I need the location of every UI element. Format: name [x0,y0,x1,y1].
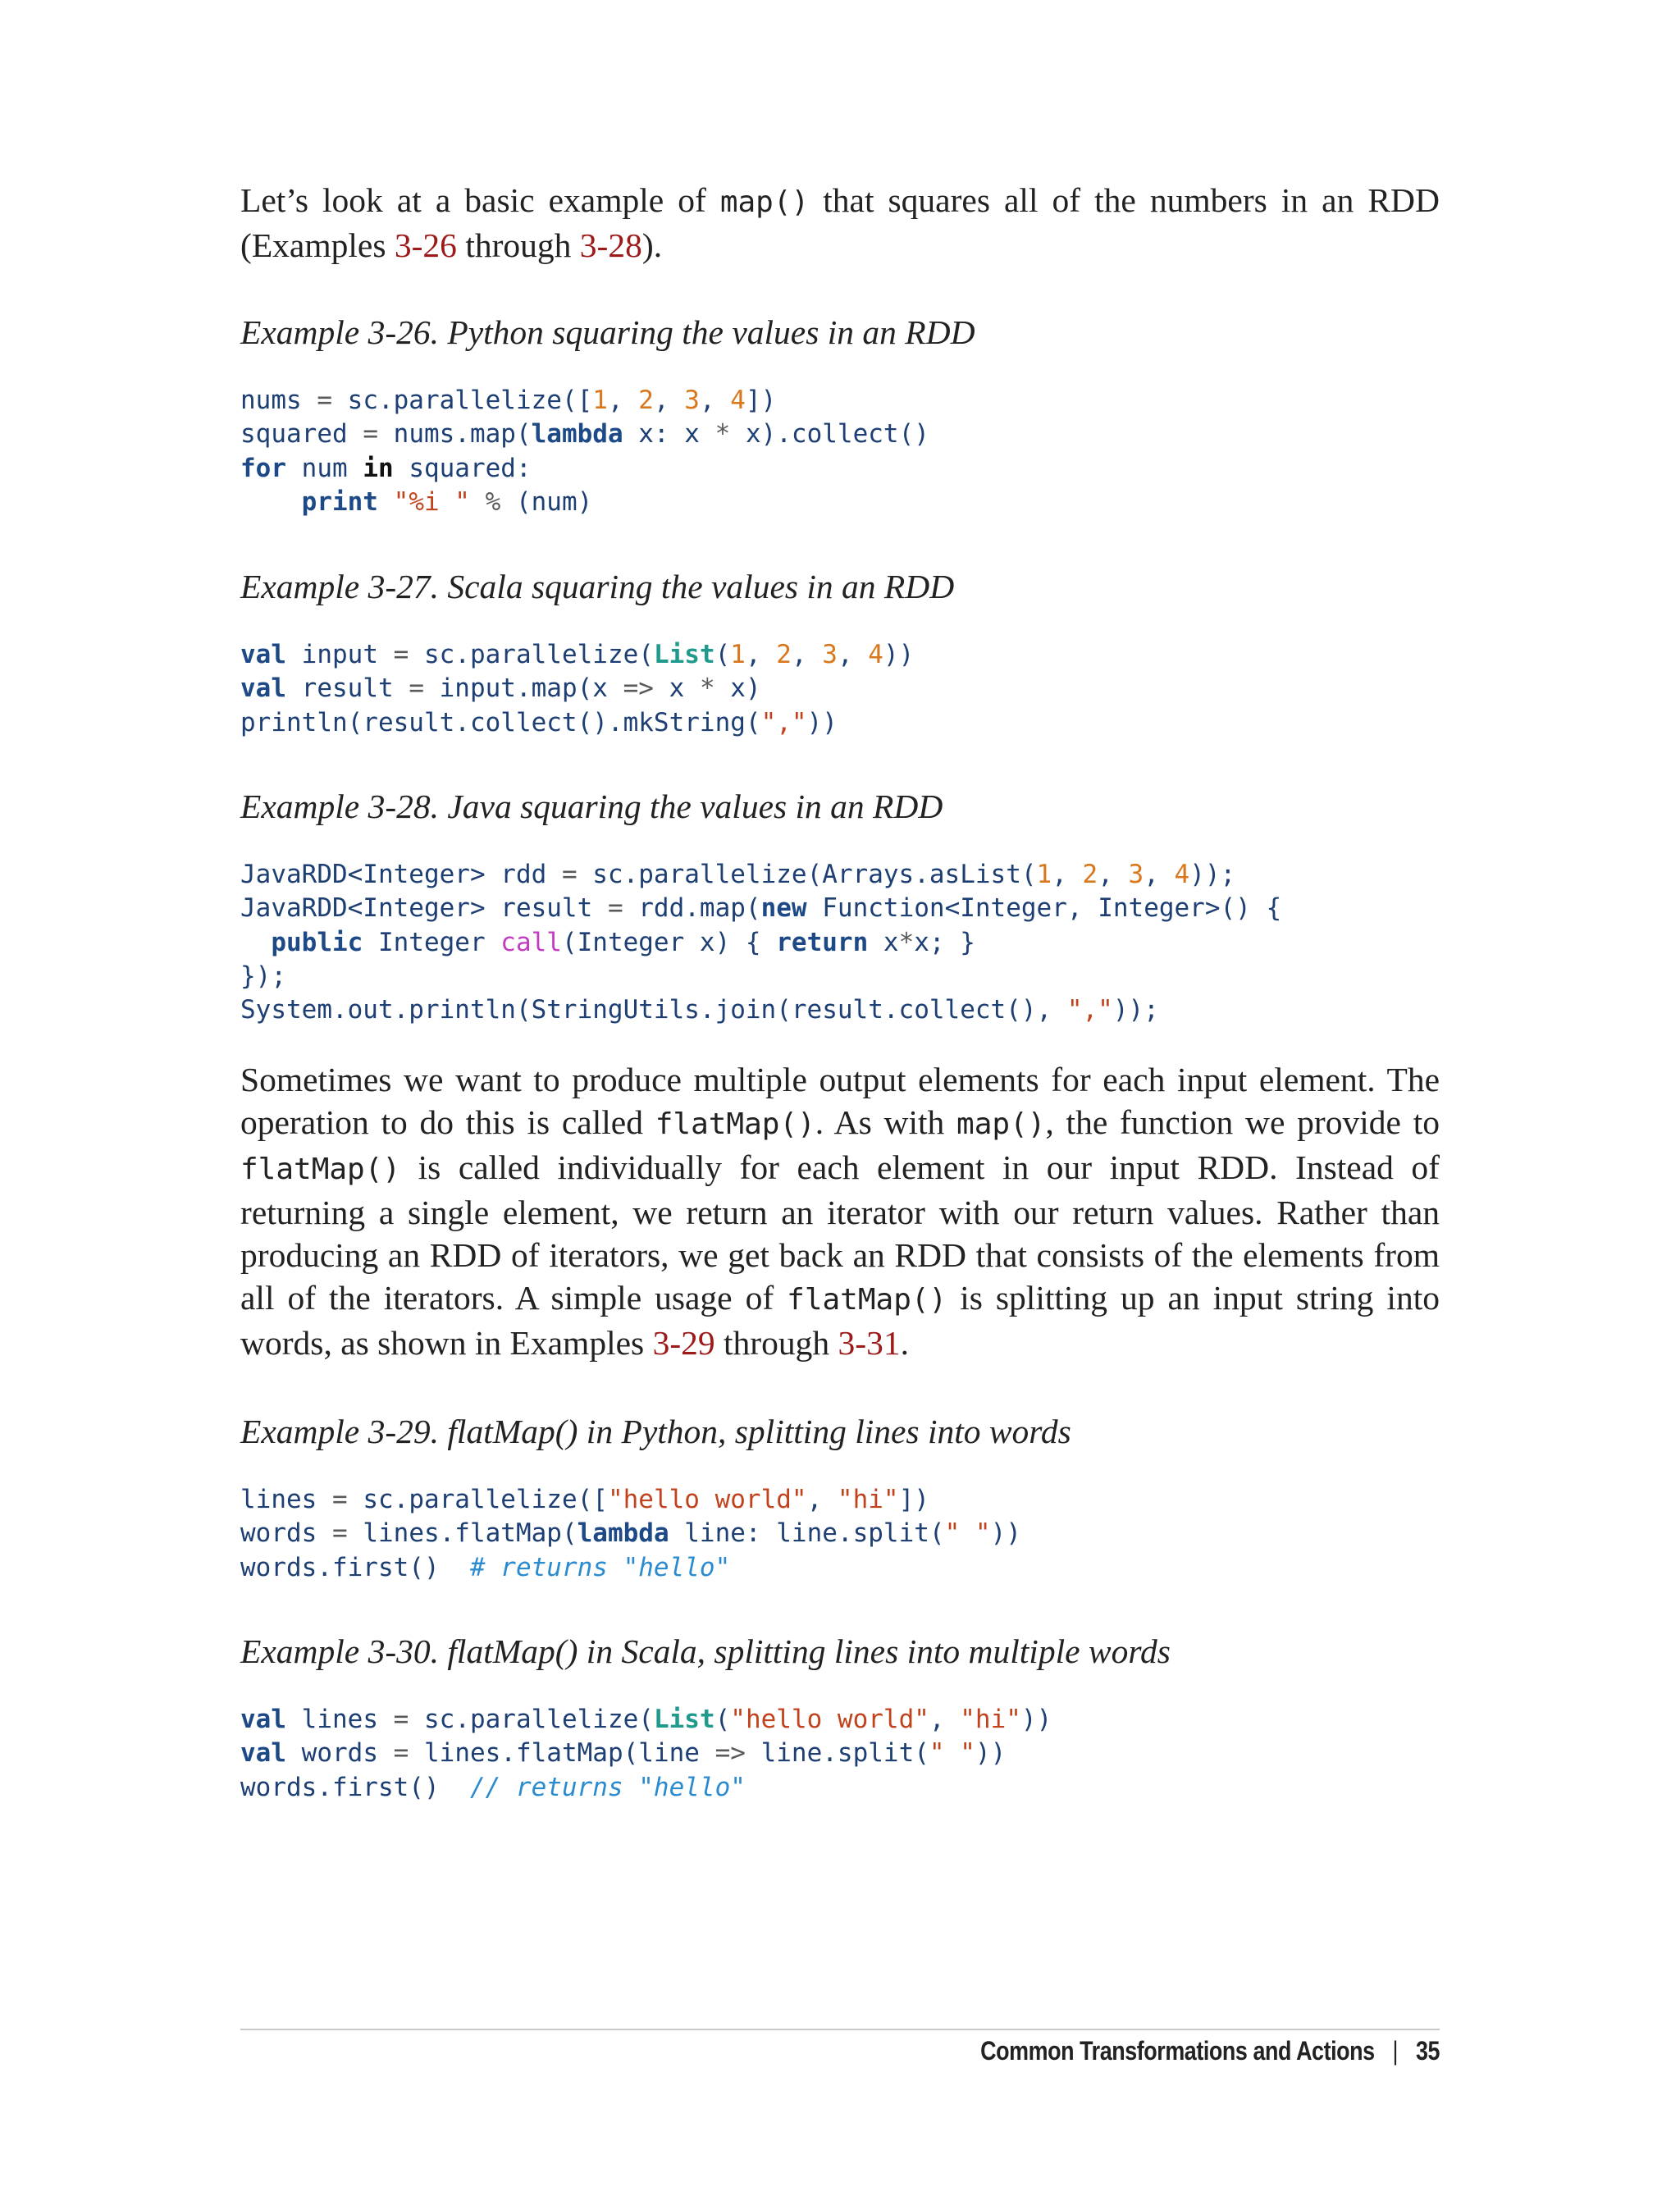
example-caption: Example 3-27. Scala squaring the values in an RDD [240,568,955,605]
code-token: , [929,1705,961,1734]
code-token: public [271,927,363,957]
code-token: JavaRDD<Integer> result [240,893,608,924]
code-comment: # returns "hello" [469,1552,731,1582]
code-token: "hello world" [730,1705,929,1734]
example-link[interactable]: 3-26 [394,226,457,264]
code-token: x).collect() [730,419,929,450]
code-token: x: x [623,419,715,450]
code-token: 2 [776,640,792,669]
code-token: lambda [531,419,623,450]
code-token: return [776,927,869,957]
code-token: x [653,673,700,704]
code-token: x [868,927,899,957]
code-token: 1 [1036,860,1052,889]
code-token: 1 [592,386,608,415]
code-token: squared: [393,453,532,483]
code-token: , [607,386,639,415]
code-token: , [806,1485,838,1514]
code-token: )) [883,640,915,669]
code-token: ( [714,1705,731,1734]
footer-separator: | [1392,2036,1399,2066]
example-link[interactable]: 3-31 [838,1324,901,1362]
code-token: words [240,1518,317,1549]
text-run: that squares all of the numbers in an RDD (Examples [240,181,1440,264]
code-token: 3 [822,640,838,669]
code-token: * [699,673,715,704]
example-caption: Example 3-30. flatMap() in Scala, splitting lines into multiple words [240,1632,1171,1670]
code-token: 2 [638,386,654,415]
inline-code: flatMap() [787,1283,947,1317]
code-token: )); [1189,860,1236,889]
code-block-scala [240,1703,1440,1805]
code-token [440,1553,470,1582]
code-token: )); [1112,995,1159,1025]
code-token: words.first() [240,1772,440,1802]
code-token: sc.parallelize( [409,1705,654,1734]
text-run: , the function we provide to [1045,1103,1440,1141]
code-token: "%i " [393,486,470,517]
code-comment: // returns "hello" [469,1772,746,1802]
code-token: " " [929,1738,975,1769]
code-token: * [898,927,915,957]
code-token: * [714,419,731,450]
code-block-java [240,858,1440,1027]
page-footer [920,2036,1440,2066]
code-token: Integer [363,927,501,957]
code-token: , [699,386,731,415]
code-token: , [745,640,777,669]
page-number: 35 [1415,2036,1440,2066]
code-token: line: line.split( [669,1518,945,1549]
code-token: x; } [914,927,975,957]
code-block-scala [240,638,1440,740]
code-token: = [347,419,394,450]
code-token: "," [760,707,807,737]
code-token: input.map(x [423,673,623,704]
code-token: "hi" [837,1485,899,1514]
code-token: = [393,640,409,669]
text-run: . [900,1324,909,1362]
example-caption: Example 3-28. Java squaring the values in an RDD [240,788,943,825]
inline-code: flatMap() [655,1107,815,1141]
code-block-python [240,384,1440,519]
text-run: is called individually for each element in our input RDD. Instead of returning a single element, we return an iterator with our return values. Rather than producing an RDD of iterators, we get back an RDD that consists of the elements from all of the iterators. A simple usage of [240,1148,1440,1317]
code-token: sc.parallelize([ [363,1485,608,1514]
code-token: JavaRDD<Integer> rdd [240,860,562,889]
code-token [440,1773,470,1802]
code-token: % [469,486,516,517]
code-token: " " [944,1518,991,1549]
code-token: 4 [730,386,746,415]
code-token: x) [714,673,761,704]
text-run: through [456,226,580,264]
code-token: , [837,640,869,669]
code-token: sc.parallelize(Arrays.asList( [577,860,1037,889]
text-run: . As with [815,1103,957,1141]
code-token: val [240,1738,286,1769]
code-token [240,487,302,517]
code-token: nums.map( [393,419,532,450]
code-token: rdd.map( [623,893,761,924]
code-token: System.out.println(StringUtils.join(result.collect(), [240,995,1067,1025]
code-token: words [286,1738,394,1769]
code-token: => [714,1738,746,1769]
code-token: val [240,640,286,669]
code-token: ]) [898,1485,929,1514]
code-token: call [500,927,562,957]
code-token: 4 [1174,860,1190,889]
code-token: sc.parallelize( [409,640,654,669]
example-caption: Example 3-26. Python squaring the values in an RDD [240,313,975,351]
code-token: = [301,386,348,415]
text-run: Let’s look at a basic example of [240,181,720,219]
code-token: = [393,1705,409,1734]
code-token: List [653,640,715,669]
code-token: for [240,453,286,483]
code-token: )) [990,1518,1021,1549]
footer-divider [240,2029,1440,2030]
example-link[interactable]: 3-28 [579,226,642,264]
code-token: num [286,453,363,483]
running-section-title: Common Transformations and Actions [980,2036,1375,2066]
code-token: 1 [730,640,746,669]
code-token: result [286,673,409,704]
code-token: , [1098,860,1129,889]
code-token [240,928,271,957]
text-run: ). [641,226,663,264]
code-token: print [301,486,378,517]
code-token: val [240,1705,286,1734]
code-token: sc.parallelize([ [347,386,593,415]
code-token: println(result.collect().mkString( [240,707,761,737]
code-token: = [393,1738,409,1769]
code-token: squared [240,419,348,450]
code-token: = [317,1518,363,1549]
code-token: 4 [868,640,883,669]
code-token: "," [1066,995,1113,1025]
code-token: input [286,640,394,669]
code-token: nums [240,386,302,415]
code-token: lines.flatMap( [363,1518,578,1549]
code-token: words.first() [240,1552,440,1582]
code-token: => [623,673,654,704]
code-token: 3 [1128,860,1144,889]
code-token: (Integer x) { [561,927,777,957]
code-token: in [363,453,394,483]
code-token: = [561,860,578,889]
code-token: new [760,893,807,924]
code-token: 3 [684,386,700,415]
code-token: )) [975,1738,1007,1769]
code-token [378,487,394,517]
code-token: = [409,673,424,704]
text-run: is splitting up an input string into words, as shown in Examples [240,1279,1440,1362]
code-token: }); [240,961,286,991]
code-block-python [240,1483,1440,1585]
intro-paragraph [240,179,1440,267]
text-run: Sometimes we want to produce multiple output elements for each input element. The operation to do this is called [240,1061,1440,1141]
code-token: , [1052,860,1083,889]
code-token: (num) [515,486,593,517]
code-token: lambda [577,1518,669,1549]
code-token: line.split( [745,1738,929,1769]
code-token: )) [1020,1705,1052,1734]
code-token: = [317,1485,363,1514]
example-link[interactable]: 3-29 [652,1324,715,1362]
code-token: , [1144,860,1175,889]
code-token: val [240,673,286,704]
code-token: List [653,1705,715,1734]
example-caption: Example 3-29. flatMap() in Python, splitting lines into words [240,1413,1071,1450]
code-token: "hello world" [607,1485,807,1514]
code-token: ]) [745,386,777,415]
code-token: , [791,640,823,669]
code-token: lines [240,1485,317,1514]
inline-code: map() [719,185,810,219]
code-token: , [653,386,685,415]
inline-code: flatMap() [240,1153,401,1186]
code-token: lines [286,1705,394,1734]
code-token: )) [806,707,838,737]
code-token: Function<Integer, Integer>() { [806,893,1282,924]
text-run: through [714,1324,838,1362]
code-token: = [607,893,623,924]
code-token: 2 [1082,860,1098,889]
body-paragraph [240,1058,1440,1364]
code-token: "hi" [960,1705,1021,1734]
inline-code: map() [956,1107,1046,1141]
code-token: ( [714,640,731,669]
code-token: lines.flatMap(line [409,1738,715,1769]
